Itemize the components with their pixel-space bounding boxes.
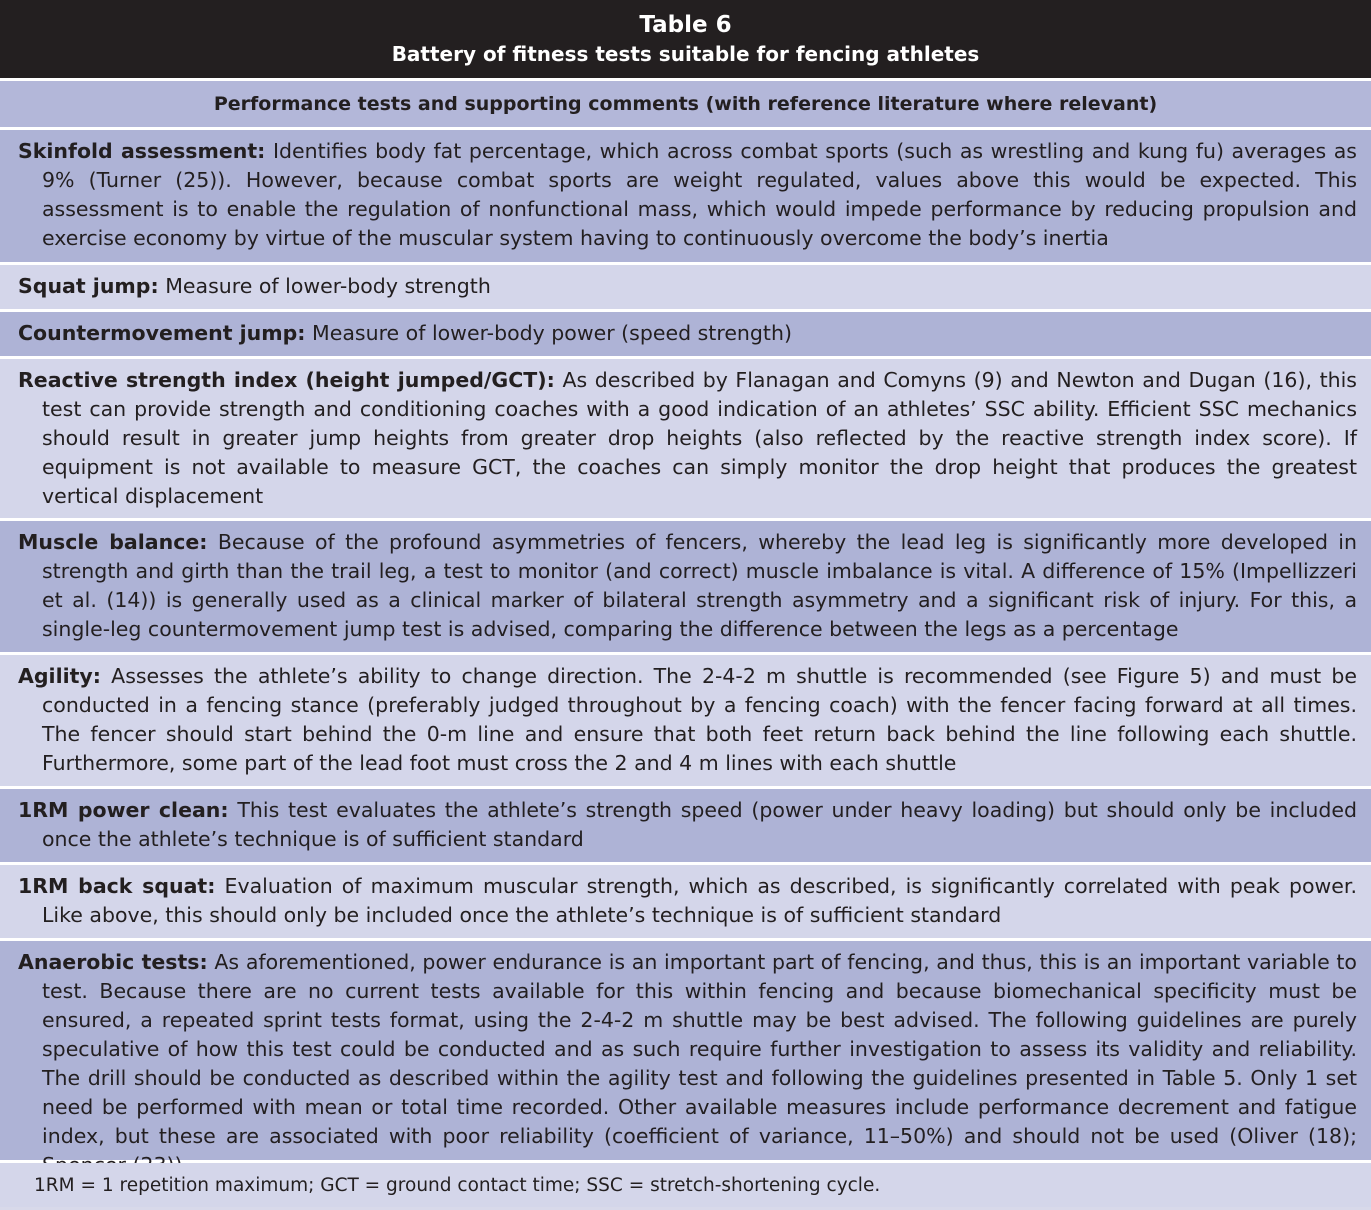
row-label: Skinfold assessment:	[18, 139, 266, 163]
table-row	[0, 655, 1371, 789]
row-text: Measure of lower-body power (speed strength)	[312, 321, 792, 345]
column-header: Performance tests and supporting comments (with reference literature where relevant)	[0, 81, 1371, 130]
row-text: Identifies body fat percentage, which across combat sports (such as wrestling and kung fu) averages as 9% (Turner (25)). However, because combat sports are weight regulated, values above this would be expected. This assessment is to enable the regulation of nonfunctional mass, which would impede performance by reducing propulsion and exercise economy by virtue of the muscular system having to continuously overcome the body’s inertia	[42, 139, 1357, 250]
row-label: Agility:	[18, 664, 101, 688]
table-row	[0, 312, 1371, 359]
row-label: Countermovement jump:	[18, 321, 306, 345]
table-number: Table 6	[639, 12, 732, 38]
table-title: Battery of fitness tests suitable for fencing athletes	[391, 42, 980, 66]
row-text: This test evaluates the athlete’s strength speed (power under heavy loading) but should only be included once the athlete’s technique is of sufficient standard	[42, 798, 1357, 851]
table-footnote: 1RM = 1 repetition maximum; GCT = ground contact time; SSC = stretch-shortening cycle.	[0, 1163, 1371, 1207]
row-text: Evaluation of maximum muscular strength, which as described, is significantly correlated with peak power. Like above, this should only be included once the athlete’s technique is of sufficient standard	[42, 874, 1357, 927]
row-label: 1RM power clean:	[18, 798, 229, 822]
row-text: Because of the profound asymmetries of fencers, whereby the lead leg is significantly more developed in strength and girth than the trail leg, a test to monitor (and correct) muscle imbalance is vital. A difference of 15% (Impellizzeri et al. (14)) is generally used as a clinical marker of bilateral strength asymmetry and a significant risk of injury. For this, a single-leg countermovement jump test is advised, comparing the difference between the legs as a percentage	[42, 530, 1357, 641]
row-text: Measure of lower-body strength	[165, 274, 491, 298]
table-row	[0, 130, 1371, 265]
table-row	[0, 941, 1371, 1163]
row-label: Reactive strength index (height jumped/GCT):	[18, 368, 555, 392]
row-label: Squat jump:	[18, 274, 159, 298]
row-label: 1RM back squat:	[18, 874, 216, 898]
row-label: Anaerobic tests:	[18, 950, 208, 974]
table-row	[0, 521, 1371, 655]
table-row	[0, 265, 1371, 312]
table-row	[0, 789, 1371, 865]
row-label: Muscle balance:	[18, 530, 208, 554]
row-text: As described by Flanagan and Comyns (9) and Newton and Dugan (16), this test can provide strength and conditioning coaches with a good indication of an athletes’ SSC ability. Efficient SSC mechanics should result in greater jump heights from greater drop heights (also reflected by the reactive strength index score). If equipment is not available to measure GCT, the coaches can simply monitor the drop height that produces the greatest vertical displacement	[42, 368, 1357, 508]
table-row	[0, 359, 1371, 521]
table-row	[0, 865, 1371, 941]
table-header	[0, 0, 1371, 81]
row-text: As aforementioned, power endurance is an important part of fencing, and thus, this is an important variable to test. Because there are no current tests available for this within fencing and because biomechanical specificity must be ensured, a repeated sprint tests format, using the 2-4-2 m shuttle may be best advised. The following guidelines are purely speculative of how this test could be conducted and as such require further investigation to assess its validity and reliability. The drill should be conducted as described within the agility test and following the guidelines presented in Table 5. Only 1 set need be performed with mean or total time recorded. Other available measures include performance decrement and fatigue index, but these are associated with poor reliability (coefficient of variance, 11–50%) and should not be used (Oliver (18);	[42, 950, 1357, 1148]
row-text: Assesses the athlete’s ability to change direction. The 2-4-2 m shuttle is recommended (see Figure 5) and must be conducted in a fencing stance (preferably judged throughout by a fencing coach) with the fencer facing forward at all times. The fencer should start behind the 0-m line and ensure that both feet return back behind the line following each shuttle. Furthermore, some part of the lead foot must cross the 2 and 4 m lines with each shuttle	[42, 664, 1357, 775]
